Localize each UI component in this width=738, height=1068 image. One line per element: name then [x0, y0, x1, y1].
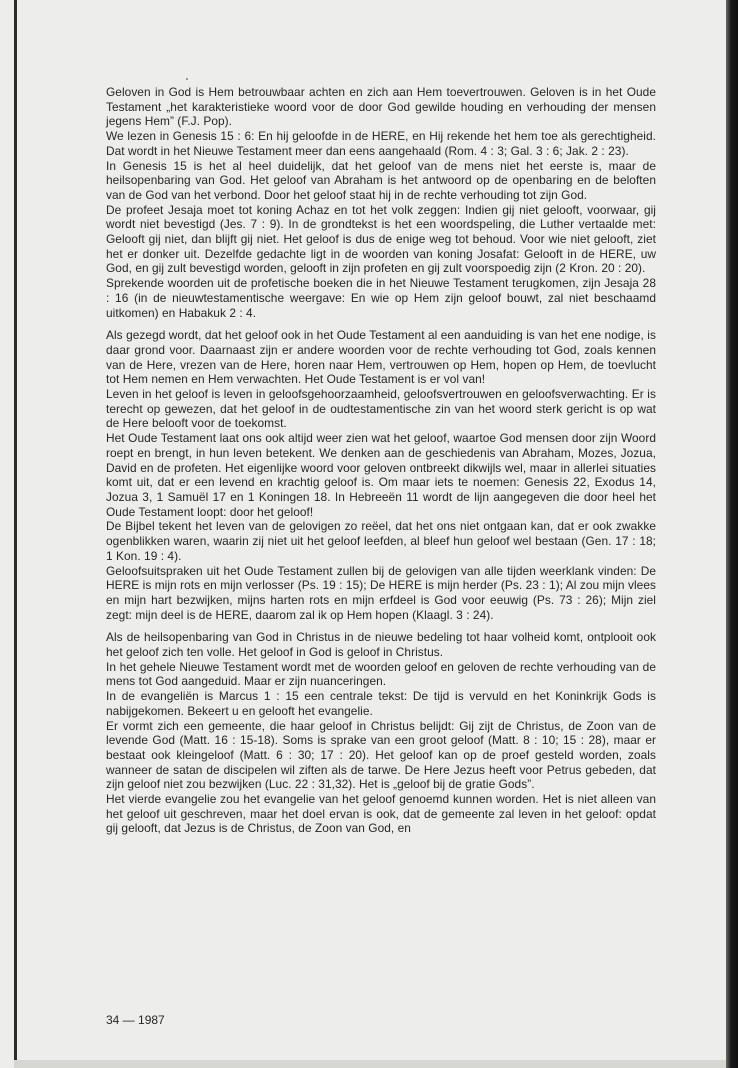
paragraph: Het vierde evangelie zou het evangelie van het geloof genoemd kunnen worden. Het is niet alleen van het geloof uit geschreven, maar het doel ervan is ook, dat de gemeente zal leven in het geloof: opdat gij gelooft, dat Jezus is de Christus, de Zoon van God, en	[106, 792, 656, 836]
paragraph: We lezen in Genesis 15 : 6: En hij geloofde in de HERE, en Hij rekende het hem toe als gerechtigheid. Dat wordt in het Nieuwe Testament meer dan eens aangehaald (Rom. 4 : 3; Gal. 3 : 6; Jak. 2 : 23).	[106, 129, 656, 158]
page-left-edge	[14, 0, 17, 1068]
paragraph: In Genesis 15 is het al heel duidelijk, dat het geloof van de mens niet het eerste is, maar de heilsopenbaring van God. Het geloof van Abraham is het antwoord op de openbaring en de beloften van de God van het verbond. Door het geloof staat hij in de rechte verhouding tot zijn God.	[106, 158, 656, 202]
paragraph: Geloofsuitspraken uit het Oude Testament zullen bij de gelovigen van alle tijden weerklank vinden: De HERE is mijn rots en mijn verlosser (Ps. 19 : 15); De HERE is mijn herder (Ps. 23 : 1); Al zou mijn vlees en mijn hart bezwijken, mijns harten rots en mijn erfdeel is God voor eeuwig (Ps. 73 : 26); Mijn ziel zegt: mijn deel is de HERE, daarom zal ik op Hem hopen (Klaagl. 3 : 24).	[106, 563, 656, 622]
paragraph: Als gezegd wordt, dat het geloof ook in het Oude Testament al een aanduiding is van het ene nodige, is daar grond voor. Daarnaast zijn er andere woorden voor de rechte verhouding tot God, zoals kennen van de Here, vrezen van de Here, horen naar Hem, vertrouwen op Hem, hopen op Hem, de toevlucht tot Hem nemen en Hem verwachten. Het Oude Testament is er vol van!	[106, 328, 656, 387]
page-bottom-edge	[14, 1060, 726, 1068]
paragraph: Leven in het geloof is leven in geloofsgehoorzaamheid, geloofsvertrouwen en geloofsverwachting. Er is terecht op gewezen, dat het geloof in de oudtestamentische zin van het woord sterk gericht is op wat de Here belooft voor de toekomst.	[106, 387, 656, 431]
paragraph: De Bijbel tekent het leven van de gelovigen zo reëel, dat het ons niet ontgaan kan, dat er ook zwakke ogenblikken waren, waarin zij niet uit het geloof leefden, al bleef hun geloof wel bestaan (Gen. 17 : 18; 1 Kon. 19 : 4).	[106, 519, 656, 563]
paragraph: In de evangeliën is Marcus 1 : 15 een centrale tekst: De tijd is vervuld en het Koninkrijk Gods is nabijgekomen. Bekeert u en gelooft het evangelie.	[106, 689, 656, 718]
body-text	[106, 85, 656, 836]
page-right-edge	[726, 0, 738, 1068]
paragraph: Geloven in God is Hem betrouwbaar achten en zich aan Hem toevertrouwen. Geloven is in het Oude Testament „het karakteristieke woord voor de door God gewilde houding en verhouding der mensen jegens Hem” (F.J. Pop).	[106, 85, 656, 129]
paragraph: De profeet Jesaja moet tot koning Achaz en tot het volk zeggen: Indien gij niet gelooft, voorwaar, gij wordt niet bevestigd (Jes. 7 : 9). In de grondtekst is het een woordspeling, die Luther vertaalde met: Gelooft gij niet, dan blijft gij niet. Het geloof is dus de enige weg tot behoud. Voor wie niet gelooft, ziet het er donker uit. Dezelfde gedachte ligt in de woorden van koning Josafat: Gelooft in de HERE, uw God, en gij zult bevestigd worden, gelooft in zijn profeten en gij zult voorspoedig zijn (2 Kron. 20 : 20).	[106, 202, 656, 276]
page-number: 34 — 1987	[106, 1013, 165, 1027]
paragraph: Als de heilsopenbaring van God in Christus in de nieuwe bedeling tot haar volheid komt, ontplooit ook het geloof zich ten volle. Het geloof in God is geloof in Christus.	[106, 630, 656, 660]
scan-speck	[186, 78, 188, 80]
paragraph: Sprekende woorden uit de profetische boeken die in het Nieuwe Testament terugkomen, zijn Jesaja 28 : 16 (in de nieuwtestamentische weergave: En wie op Hem zijn geloof bouwt, zal niet beschaamd uitkomen) en Habakuk 2 : 4.	[106, 276, 656, 320]
paragraph: Het Oude Testament laat ons ook altijd weer zien wat het geloof, waartoe God mensen door zijn Woord roept en brengt, in hun leven betekent. We denken aan de geschiedenis van Abraham, Mozes, Jozua, David en de profeten. Het eigenlijke woord voor geloven ontbreekt dikwijls wel, maar in allerlei situaties komt uit, dat er een levend en krachtig geloof is. Om maar iets te noemen: Genesis 22, Exodus 14, Jozua 3, 1 Samuël 17 en 1 Koningen 18. In Hebreeën 11 wordt de lijn aangegeven die door heel het Oude Testament loopt: door het geloof!	[106, 431, 656, 519]
paragraph: Er vormt zich een gemeente, die haar geloof in Christus belijdt: Gij zijt de Christus, de Zoon van de levende God (Matt. 16 : 15-18). Soms is sprake van een groot geloof (Matt. 8 : 10; 15 : 28), maar er bestaat ook kleingeloof (Matt. 6 : 30; 17 : 20). Het geloof kan op de proef gesteld worden, zoals wanneer de satan de discipelen wil ziften als de tarwe. De Here Jezus heeft voor Petrus gebeden, dat zijn geloof niet zou bezwijken (Luc. 22 : 31,32). Het is „geloof bij de gratie Gods”.	[106, 718, 656, 792]
paragraph: In het gehele Nieuwe Testament wordt met de woorden geloof en geloven de rechte verhouding van de mens tot God aangeduid. Maar er zijn nuanceringen.	[106, 659, 656, 689]
